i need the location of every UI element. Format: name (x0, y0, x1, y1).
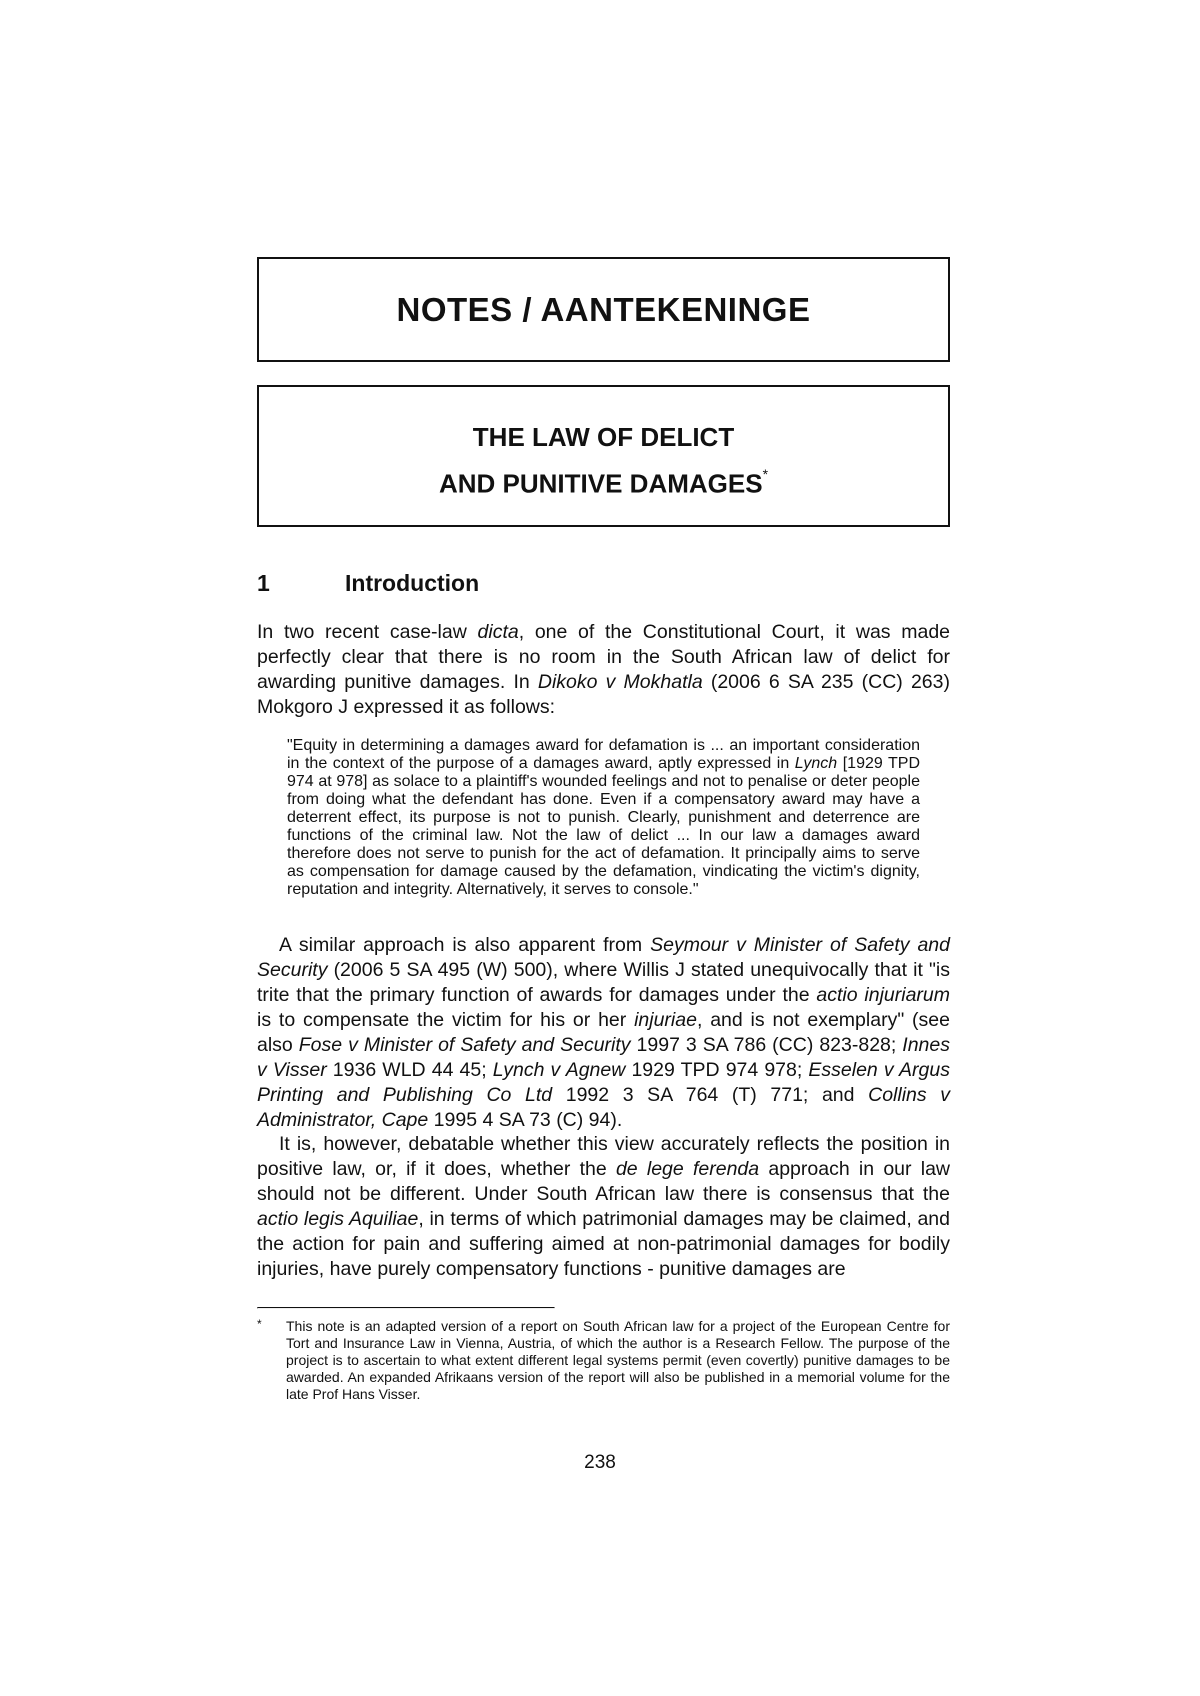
p2-text-7: 1929 TPD 974 978; (625, 1059, 809, 1081)
p2-italic-3: injuriae (634, 1009, 697, 1031)
paragraph-3 (257, 1132, 950, 1282)
block-quote (287, 737, 920, 899)
p2-italic-1: Seymour v Minister of Safety and Security (257, 934, 950, 981)
notes-heading: NOTES / AANTEKENINGE (396, 291, 811, 328)
p2-text-2: (2006 5 SA 495 (W) 500), where Willis J stated unequivocally that it "is trite that the primary function of awards for damages under the (257, 959, 950, 1006)
p2-text-4: , and is not exemplary" (see also (257, 1009, 950, 1056)
footnote-text: This note is an adapted version of a report on South African law for a project of the European Centre for Tort and Insurance Law in Vienna, Austria, of which the author is a Research Fellow. The purpose of the project is to ascertain to what extent different legal systems permit (even covertly) punitive damages to be awarded. An expanded Afrikaans version of the report will also be published in a memorial volume for the late Prof Hans Visser. (286, 1318, 950, 1402)
p1-text-3: (2006 6 SA 235 (CC) 263) Mokgoro J expressed it as follows: (257, 671, 950, 718)
page-number: 238 (584, 1452, 616, 1473)
title-footnote-mark: * (762, 466, 769, 482)
section-number: 1 (257, 570, 270, 596)
article-title (259, 387, 948, 505)
p1-italic-2: Dikoko v Mokhatla (537, 671, 703, 693)
paragraph-1 (257, 620, 950, 720)
p2-italic-2: actio injuriarum (816, 984, 950, 1006)
p2-text-9: 1995 4 SA 73 (C) 94). (428, 1109, 623, 1131)
p3-text-3: , in terms of which patrimonial damages may be claimed, and the action for pain and suffering aimed at non-patrimonial damages for bodily injuries, have purely compensatory functions - punitive damages are (257, 1208, 950, 1280)
p2-text-8: 1992 3 SA 764 (T) 771; and (552, 1084, 869, 1106)
paragraph-2 (257, 933, 950, 1133)
p2-italic-5: Innes v Visser (257, 1034, 950, 1081)
p3-italic-1: de lege ferenda (615, 1158, 760, 1180)
p3-text-1: It is, however, debatable whether this view accurately reflects the position in positive law, or, if it does, whether the (257, 1133, 950, 1180)
quote-text-1: "Equity in determining a damages award for defamation is ... an important consideration in the context of the purpose of a damages award, aptly expressed in (287, 737, 920, 772)
p1-italic-1: dicta (477, 621, 519, 643)
p2-italic-6: Lynch v Agnew (492, 1059, 626, 1081)
p2-italic-7: Esselen v Argus Printing and Publishing Co Ltd (257, 1059, 950, 1106)
footnote-divider (257, 1307, 555, 1309)
p1-text-2: , one of the Constitutional Court, it was made perfectly clear that there is no room in the South African law of delict for awarding punitive damages. In (257, 621, 951, 693)
section-title: Introduction (345, 570, 480, 596)
p2-text-6: 1936 WLD 44 45; (326, 1059, 493, 1081)
section-heading (257, 570, 950, 597)
quote-italic-1: Lynch (794, 755, 838, 772)
p2-text-1: A similar approach is also apparent from (279, 934, 651, 956)
footnote (257, 1318, 950, 1403)
footnote-mark: * (257, 1317, 262, 1331)
p2-italic-4: Fose v Minister of Safety and Security (298, 1034, 631, 1056)
p2-text-5: 1997 3 SA 786 (CC) 823-828; (630, 1034, 903, 1056)
p3-text-2: approach in our law should not be different. Under South African law there is consensus that the (257, 1158, 950, 1205)
title-line-1: THE LAW OF DELICT (472, 422, 735, 452)
p3-italic-2: actio legis Aquiliae (257, 1208, 419, 1230)
title-line-2 (259, 458, 948, 505)
p2-text-3: is to compensate the victim for his or her (257, 1009, 635, 1031)
article-title-box (257, 385, 950, 527)
p1-text-1: In two recent case-law (257, 621, 478, 643)
title-line-2-text: AND PUNITIVE DAMAGES (438, 468, 763, 499)
notes-header-box (257, 257, 950, 362)
quote-text-2: [1929 TPD 974 at 978] as solace to a plaintiff's wounded feelings and not to penalise or deter people from doing what the defendant has done. Even if a compensatory award may have a deterrent effect, its purpose is not to punish. Clearly, punishment and deterrence are functions of the criminal law. Not the law of delict ... In our law a damages award therefore does not serve to punish for the act of defamation. It principally aims to serve as compensation for damage caused by the defamation, vindicating the victim's dignity, reputation and integrity. Alternatively, it serves to console." (287, 755, 921, 898)
p2-italic-8: Collins v Administrator, Cape (257, 1084, 950, 1131)
